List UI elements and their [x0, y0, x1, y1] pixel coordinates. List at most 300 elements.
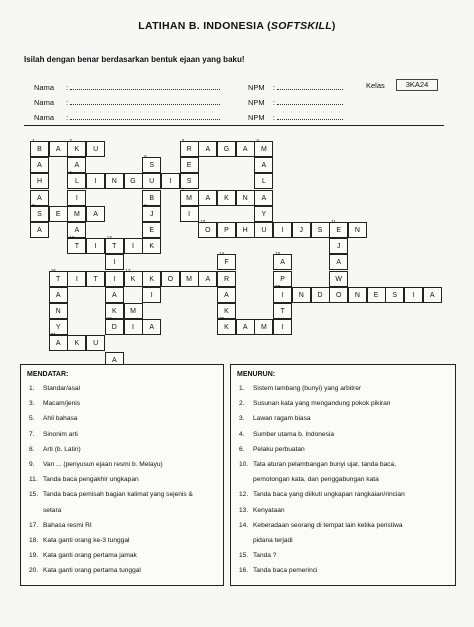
crossword-cell[interactable]	[254, 222, 273, 238]
crossword-cell[interactable]	[198, 219, 217, 238]
clue-item	[29, 415, 77, 424]
cell-letter: S	[186, 178, 192, 186]
cell-letter: A	[261, 194, 267, 202]
crossword-cell[interactable]	[161, 271, 180, 287]
cell-letter: K	[149, 243, 155, 251]
clue-item	[29, 400, 80, 409]
cell-letter: A	[261, 162, 267, 170]
crossword-cell[interactable]	[217, 316, 236, 335]
cell-letter: S	[392, 291, 398, 299]
cell-number: 5	[144, 154, 147, 160]
crossword-cell[interactable]	[49, 287, 68, 303]
clue-text: Kata ganti orang ke-3 tunggal	[43, 537, 130, 544]
crossword-cell[interactable]	[105, 271, 124, 287]
clue-text: Kenyataan	[253, 506, 285, 514]
crossword-cell[interactable]	[67, 206, 86, 222]
crossword-cell[interactable]	[236, 190, 255, 206]
cell-letter: N	[55, 308, 61, 315]
cell-letter: A	[37, 227, 42, 234]
clue-text: Tata aturan pelambangan bunyi ujar, tanda baca,	[253, 461, 396, 468]
clue-text: Sistem lambang (bunyi) yang arbitrer	[253, 385, 362, 392]
npm-field-3[interactable]	[277, 111, 343, 120]
clue-text: Standar/asal	[43, 385, 81, 392]
cell-letter: T	[93, 275, 98, 283]
crossword-cell[interactable]	[67, 235, 86, 254]
cell-letter: I	[281, 227, 284, 234]
page-title: LATIHAN B. INDONESIA (SOFTSKILL)	[138, 20, 336, 32]
cell-letter: I	[94, 178, 97, 186]
crossword-cell[interactable]	[254, 138, 273, 157]
cell-letter: E	[373, 291, 379, 299]
npm-row-3: NPM :	[248, 111, 343, 122]
cell-letter: K	[224, 194, 229, 202]
crossword-cell[interactable]	[86, 335, 105, 351]
clue-text: Macam/jenis	[43, 400, 81, 408]
crossword-cell[interactable]	[142, 154, 161, 173]
crossword-cell[interactable]	[67, 170, 86, 189]
crossword-cell[interactable]	[49, 141, 68, 157]
crossword-cell[interactable]	[49, 303, 68, 319]
clue-number: 4.	[239, 430, 245, 438]
cell-letter: O	[167, 275, 174, 283]
clue-item	[29, 567, 141, 576]
clue-item	[239, 552, 276, 561]
clue-number: 20.	[29, 567, 39, 575]
crossword-cell[interactable]	[311, 287, 330, 303]
cell-letter: S	[317, 227, 323, 234]
crossword-cell[interactable]	[236, 141, 255, 157]
crossword-cell[interactable]	[86, 173, 105, 189]
cell-letter: I	[169, 178, 172, 186]
crossword-cell[interactable]	[30, 173, 49, 189]
cell-letter: A	[242, 324, 248, 332]
clue-number: 2.	[239, 400, 245, 408]
clue-number: 17.	[29, 521, 39, 529]
cell-number: 17	[125, 267, 131, 273]
cell-letter: W	[335, 275, 342, 283]
cell-letter: A	[111, 291, 117, 299]
cell-letter: I	[94, 243, 97, 251]
crossword-cell[interactable]	[217, 251, 236, 270]
cell-number: 16	[50, 267, 56, 273]
clue-item	[29, 446, 81, 455]
cell-number: 21	[50, 332, 56, 338]
cell-letter: E	[336, 227, 342, 234]
cell-letter: A	[74, 227, 80, 234]
crossword-cell[interactable]	[404, 287, 423, 303]
cell-letter: I	[113, 275, 116, 283]
cell-letter: B	[37, 146, 42, 153]
crossword-cell[interactable]	[348, 222, 367, 238]
cell-number: 13	[106, 235, 112, 241]
crossword-cell[interactable]	[423, 287, 442, 303]
clue-text: Van ... (penyusun ejaan resmi b. Melayu)	[43, 461, 163, 468]
crossword-cell[interactable]	[311, 222, 330, 238]
cell-letter: J	[336, 243, 341, 251]
cell-letter: G	[130, 178, 136, 186]
cell-letter: E	[149, 227, 155, 234]
clue-text: Sinonim arti	[43, 430, 78, 438]
crossword-cell[interactable]	[180, 271, 199, 287]
menurun-box	[230, 364, 456, 586]
clue-text: Kata ganti orang pertama jamak	[43, 552, 137, 560]
cell-letter: G	[223, 146, 230, 153]
cell-letter: T	[280, 308, 285, 315]
cell-letter: K	[149, 275, 155, 283]
clue-item	[239, 400, 390, 409]
cell-letter: M	[186, 275, 193, 283]
cell-letter: I	[188, 210, 191, 218]
cell-letter: I	[281, 324, 284, 332]
cell-letter: A	[37, 194, 42, 202]
cell-letter: J	[299, 227, 304, 234]
crossword-cell[interactable]	[67, 271, 86, 287]
crossword-cell[interactable]	[367, 287, 386, 303]
cell-letter: A	[205, 275, 211, 283]
crossword-cell[interactable]	[105, 316, 124, 335]
cell-number: 11	[331, 219, 336, 224]
cell-letter: A	[242, 146, 248, 153]
cell-letter: O	[335, 291, 342, 299]
cell-number: 6	[69, 170, 72, 176]
crossword-cell[interactable]	[124, 173, 143, 189]
crossword-cell[interactable]	[217, 190, 236, 206]
clue-text: Lawan ragam biasa	[253, 415, 311, 423]
crossword-cell[interactable]	[180, 157, 199, 173]
crossword-cell[interactable]	[329, 271, 348, 287]
clue-item	[239, 461, 396, 470]
crossword-cell[interactable]	[292, 287, 311, 303]
crossword-cell[interactable]	[198, 141, 217, 157]
cell-number: 18	[275, 283, 281, 289]
clue-text: Sumber utama b. Indonesia	[253, 430, 335, 438]
cell-number: 4	[256, 138, 259, 143]
crossword-cell[interactable]	[236, 319, 255, 335]
clue-number: 9.	[29, 461, 35, 468]
clue-item	[29, 507, 61, 516]
crossword-cell[interactable]	[180, 186, 199, 206]
clue-text: pidana terjadi	[253, 537, 293, 544]
cell-number: 1	[32, 138, 35, 143]
clue-number: 10.	[239, 461, 249, 468]
cell-letter: M	[260, 324, 267, 332]
cell-letter: L	[74, 178, 79, 186]
cell-letter: A	[205, 146, 211, 153]
clue-item	[29, 431, 78, 440]
cell-number: 12	[69, 235, 75, 241]
cell-letter: A	[336, 259, 342, 267]
cell-number: 14	[219, 251, 225, 257]
cell-letter: K	[224, 308, 229, 315]
cell-letter: M	[186, 194, 193, 202]
clue-number: 8.	[29, 445, 35, 453]
cell-letter: L	[261, 178, 266, 186]
cell-letter: O	[205, 227, 211, 234]
cell-letter: A	[205, 194, 211, 202]
crossword-cell[interactable]	[142, 271, 161, 287]
cell-letter: P	[224, 227, 229, 234]
nama-row-3: Nama :	[34, 111, 220, 122]
crossword-cell[interactable]	[124, 267, 143, 287]
cell-letter: S	[149, 162, 155, 170]
crossword-cell[interactable]	[49, 332, 68, 351]
cell-letter: U	[261, 227, 267, 234]
crossword-cell[interactable]	[124, 319, 143, 335]
clue-text: Tanda baca pemisah bagian kalimat yang sejenis &	[43, 491, 193, 499]
cell-letter: A	[224, 291, 229, 299]
cell-number: 9	[144, 202, 147, 208]
npm-row-1: NPM :	[248, 81, 343, 92]
cell-letter: T	[112, 243, 117, 251]
cell-number: 20	[219, 316, 225, 322]
cell-letter: I	[75, 194, 78, 202]
clue-text: Arti (b. Latin)	[43, 445, 81, 453]
clue-number: 1.	[29, 385, 35, 392]
crossword-cell[interactable]	[329, 254, 348, 270]
cell-letter: D	[317, 291, 323, 299]
cell-letter: T	[74, 243, 80, 251]
crossword-cell[interactable]	[385, 287, 404, 303]
cell-letter: A	[55, 291, 61, 299]
cell-letter: P	[280, 275, 285, 283]
clue-text: Bahasa resmi RI	[43, 521, 92, 529]
cell-letter: I	[281, 291, 284, 299]
clue-item	[239, 507, 285, 516]
clue-text: pemotongan kata, dan penggabungan kata	[253, 476, 379, 484]
cell-letter: M	[73, 210, 80, 218]
clue-item	[29, 552, 137, 561]
clue-number: 16.	[239, 567, 249, 575]
cell-letter: H	[242, 227, 248, 234]
cell-letter: K	[224, 324, 229, 332]
crossword-cell[interactable]	[273, 283, 292, 303]
clue-item	[29, 461, 163, 470]
clue-number: 3.	[239, 415, 245, 423]
cell-letter: H	[36, 178, 43, 186]
nama-row-1: Nama :	[34, 81, 220, 92]
clue-number: 19.	[29, 552, 39, 560]
cell-number: 10	[200, 219, 206, 224]
crossword-cell[interactable]	[86, 271, 105, 287]
crossword-cell[interactable]	[86, 238, 105, 254]
divider-line	[24, 125, 444, 126]
cell-letter: K	[74, 146, 80, 153]
crossword-cell[interactable]	[30, 222, 49, 238]
kelas-label: Kelas	[366, 81, 385, 90]
clue-text: Susunan kata yang mengandung pokok pikiran	[253, 400, 391, 408]
clue-item	[239, 476, 379, 485]
crossword-cell[interactable]	[30, 202, 49, 222]
crossword-cell[interactable]	[67, 335, 86, 351]
cell-letter: A	[74, 162, 80, 170]
crossword-cell[interactable]	[105, 287, 124, 303]
crossword-cell[interactable]	[180, 138, 199, 157]
clue-number: 13.	[239, 506, 249, 514]
nama-field-3[interactable]	[70, 111, 220, 120]
crossword-cell[interactable]	[180, 206, 199, 222]
clue-text: Tanda baca pemerinci	[253, 567, 318, 575]
crossword-cell[interactable]	[329, 287, 348, 303]
crossword-cell[interactable]	[105, 254, 124, 270]
clue-number: 14.	[239, 521, 249, 529]
nama-field-1[interactable]	[70, 81, 220, 90]
crossword-cell[interactable]	[198, 271, 217, 287]
clue-text: Pelaku perbuatan	[253, 445, 305, 453]
crossword-cell[interactable]	[217, 141, 236, 157]
cell-number: 2	[69, 138, 72, 143]
cell-letter: A	[55, 340, 61, 348]
clue-item	[239, 415, 311, 424]
cell-number: 15	[275, 251, 281, 257]
cell-letter: R	[186, 146, 192, 153]
crossword-cell[interactable]	[49, 206, 68, 222]
clue-item	[29, 476, 139, 485]
crossword-cell[interactable]	[329, 238, 348, 254]
crossword-cell[interactable]	[161, 173, 180, 189]
cell-letter: Y	[55, 324, 61, 332]
crossword-cell[interactable]	[273, 251, 292, 270]
crossword-cell[interactable]	[67, 190, 86, 206]
clue-item	[239, 522, 403, 531]
cell-number: 19	[106, 316, 112, 322]
clue-number: 3.	[29, 400, 35, 408]
cell-letter: F	[224, 259, 229, 267]
cell-letter: N	[354, 291, 360, 299]
crossword-cell[interactable]	[236, 222, 255, 238]
clue-item	[239, 446, 305, 455]
crossword-cell[interactable]	[142, 319, 161, 335]
crossword-cell[interactable]	[273, 303, 292, 319]
clue-text: Ahli bahasa	[43, 415, 78, 423]
cell-letter: U	[93, 146, 99, 153]
cell-letter: A	[280, 259, 285, 267]
clue-item	[239, 385, 361, 394]
cell-letter: A	[37, 162, 42, 170]
clue-number: 18.	[29, 537, 39, 544]
crossword-cell[interactable]	[124, 303, 143, 319]
cell-letter: I	[75, 275, 78, 283]
clue-text: Tanda ?	[253, 552, 277, 560]
cell-letter: K	[74, 340, 80, 348]
crossword-cell[interactable]	[348, 287, 367, 303]
crossword-cell[interactable]	[86, 141, 105, 157]
crossword-cell[interactable]	[329, 219, 348, 238]
crossword-cell[interactable]	[86, 206, 105, 222]
cell-letter: A	[111, 356, 117, 364]
clue-text: Keberadaan seorang di tempat lain ketika peristiwa	[253, 521, 403, 529]
clue-number: 11.	[29, 476, 38, 484]
mendatar-box	[20, 364, 224, 586]
menurun-title: MENURUN:	[237, 371, 276, 378]
cell-letter: N	[111, 178, 117, 186]
cell-letter: Y	[261, 210, 267, 218]
crossword-cell[interactable]	[254, 319, 273, 335]
cell-letter: J	[149, 210, 154, 218]
crossword-cell[interactable]	[273, 222, 292, 238]
nama-field-2[interactable]	[70, 96, 220, 105]
cell-letter: N	[242, 194, 248, 202]
cell-letter: M	[260, 146, 267, 153]
clue-number: 7.	[29, 430, 35, 438]
nama-row-2: Nama :	[34, 96, 220, 107]
cell-letter: E	[186, 162, 192, 170]
crossword-cell[interactable]	[292, 222, 311, 238]
crossword-cell[interactable]	[254, 157, 273, 173]
clue-text: Tanda baca pengakhir ungkapan	[43, 476, 139, 484]
clue-number: 1.	[239, 385, 245, 392]
cell-letter: I	[132, 243, 134, 251]
crossword-cell[interactable]	[105, 173, 124, 189]
mendatar-title: MENDATAR:	[27, 371, 69, 378]
crossword-cell[interactable]	[67, 138, 86, 157]
clue-number: 15.	[29, 491, 39, 499]
npm-row-2: NPM :	[248, 96, 343, 107]
crossword-cell[interactable]	[105, 235, 124, 254]
crossword-cell[interactable]	[217, 222, 236, 238]
cell-letter: I	[113, 259, 116, 267]
npm-field-2[interactable]	[277, 96, 343, 105]
clue-item	[29, 491, 193, 500]
cell-letter: A	[149, 324, 155, 332]
cell-letter: I	[412, 291, 415, 299]
cell-letter: A	[55, 146, 61, 153]
cell-letter: M	[130, 308, 136, 315]
cell-letter: A	[429, 291, 435, 299]
crossword-cell[interactable]	[254, 206, 273, 222]
cell-number: 7	[181, 186, 185, 192]
crossword-cell[interactable]	[254, 190, 273, 206]
clue-text: Kata ganti orang pertama tunggal	[43, 567, 141, 575]
clue-item	[239, 567, 318, 576]
cell-letter: N	[298, 291, 304, 299]
crossword-cell[interactable]	[30, 138, 49, 157]
crossword-cell[interactable]	[30, 157, 49, 173]
cell-letter: S	[37, 210, 42, 218]
crossword-cell[interactable]	[142, 173, 161, 189]
cell-number: 8	[32, 202, 35, 208]
clue-item	[239, 537, 293, 546]
crossword-cell[interactable]	[124, 238, 143, 254]
cell-letter: E	[55, 210, 61, 218]
crossword-cell[interactable]	[273, 319, 292, 335]
clue-item	[29, 385, 80, 394]
crossword-cell[interactable]	[49, 267, 68, 287]
crossword-cell[interactable]	[217, 287, 236, 303]
crossword-cell[interactable]	[142, 202, 161, 222]
cell-letter: D	[111, 324, 117, 332]
cell-number: 3	[181, 138, 185, 143]
crossword-cell[interactable]	[217, 271, 236, 287]
crossword-cell[interactable]	[142, 287, 161, 303]
clue-item	[29, 537, 130, 546]
crossword-cell[interactable]	[198, 190, 217, 206]
clue-number: 15.	[239, 552, 249, 560]
clue-number: 12.	[239, 491, 249, 499]
cell-letter: K	[130, 275, 136, 283]
crossword-cell[interactable]	[142, 222, 161, 238]
npm-field-1[interactable]	[277, 81, 343, 90]
cell-letter: I	[150, 291, 153, 299]
clue-number: 6.	[239, 445, 245, 453]
cell-letter: I	[132, 324, 134, 332]
cell-letter: T	[56, 275, 61, 283]
clue-text: setara	[43, 506, 62, 514]
clue-item	[239, 491, 405, 500]
cell-letter: N	[354, 227, 360, 234]
crossword-cell[interactable]	[254, 173, 273, 189]
cell-letter: B	[149, 194, 155, 202]
crossword-cell[interactable]	[142, 238, 161, 254]
